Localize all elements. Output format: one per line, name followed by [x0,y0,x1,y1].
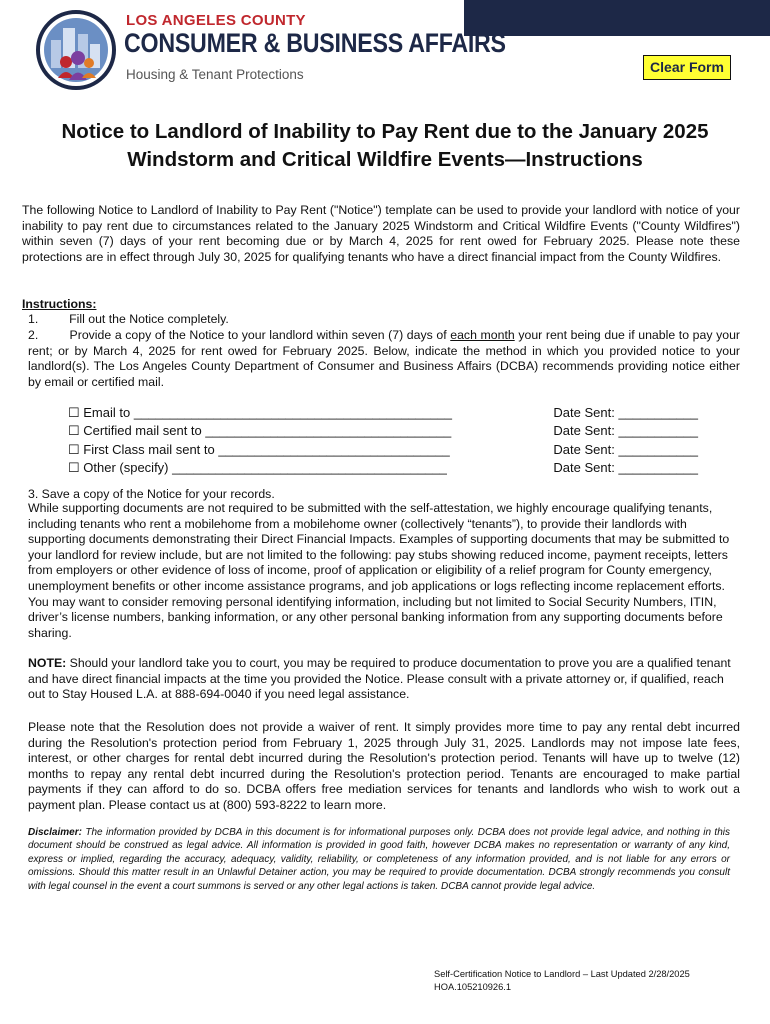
step-text: Fill out the Notice completely. [69,312,229,326]
page-title: Notice to Landlord of Inability to Pay Rent due to the January 2025 Windstorm and Critical Wildfire Events—Instructions [61,120,709,171]
footer-document-id: HOA.105210926.1 [434,981,512,992]
method-row-email[interactable] [68,404,698,422]
notice-method-list [68,404,698,478]
instruction-step-1 [28,312,229,328]
resolution-paragraph: Please note that the Resolution does not provide a waiver of rent. It simply provides more time to pay any rental debt incurred during the Resolution's protection period from February 1, 2025 through July 31, 2025. Landlords may not impose late fees, interest, or other charges for rental debt incurred during the Resolution's protection period. Tenants will have up to twelve (12) months to repay any rental debt incurred during the Resolution's protection period. Tenants are encouraged to make partial payments if they can afford to do so. DCBA offers free mediation services for tenants and landlords who wish to work out a payment plan. Please contact us at (800) 593-8222 to learn more. [28,720,740,812]
disclaimer-paragraph [28,826,730,893]
instruction-step-3: 3. Save a copy of the Notice for your records. [28,487,275,501]
clear-form-button[interactable]: Clear Form [643,55,731,80]
method-email-label[interactable]: ☐ Email to ____________________________________________ [68,405,452,420]
step-number: 2. [28,328,39,342]
method-row-other[interactable] [68,459,698,477]
step-text-a: Provide a copy of the Notice to your landlord within seven (7) days of [69,328,451,342]
note-text: Should your landlord take you to court, you may be required to produce documentation to prove you are a qualified tenant and have direct financial impacts at the time you provided the Notice. Please consult with a private attorney or, if qualified, reach out to Stay Housed L.A. at 888-694-0040 if you need legal assistance. [28,656,731,702]
agency-county-name: LOS ANGELES COUNTY [126,12,306,29]
method-other-label[interactable]: ☐ Other (specify) ______________________________________ [68,460,447,476]
method-row-certified-mail[interactable] [68,422,698,440]
step-text-b: your rent being due if unable to pay your rent; or by March 4, 2025 for rent owed for February 2025. Below, indicate the method in which you provided notice to your landlord(s). The Los Angeles County Department of Consumer and Business Affairs (DCBA) recommends providing notice either by email or certified mail. [28,328,741,389]
method-certified-date[interactable]: Date Sent: ___________ [553,423,698,439]
method-other-date[interactable]: Date Sent: ___________ [553,460,698,476]
step-number: 1. [28,312,39,326]
disclaimer-label: Disclaimer: [28,827,82,838]
method-first-class-label[interactable]: ☐ First Class mail sent to ________________________________ [68,441,450,457]
agency-division-name: Housing & Tenant Protections [126,67,304,82]
instruction-step-2 [28,328,740,390]
footer [434,968,690,993]
disclaimer-text: The information provided by DCBA in this document is for informational purposes only. DCBA does not provide legal advice, and nothing in this document should be construed as legal advice. All information is provided in good faith, however DCBA makes no representation or warranty of any kind, express or implied, regarding the accuracy, adequacy, validity, reliability, or completeness of any information provided, and is not liable for any errors or omissions. Should this matter result in an Unlawful Detainer action, you may be required to provide documentation. DCBA strongly recommends you consult with legal counsel in the event a court summons is served or any other legal actions is taken. DCBA cannot provide legal advice. [28,827,730,892]
method-row-first-class-mail[interactable] [68,441,698,459]
instructions-heading: Instructions: [22,297,97,311]
method-email-date[interactable]: Date Sent: ___________ [553,405,698,420]
step-text-underlined: each month [450,328,515,342]
method-first-class-date[interactable]: Date Sent: ___________ [553,441,698,457]
county-seal-logo-icon [36,10,116,90]
note-paragraph [28,656,740,703]
method-certified-label[interactable]: ☐ Certified mail sent to __________________________________ [68,423,452,439]
intro-paragraph: The following Notice to Landlord of Inability to Pay Rent ("Notice") template can be used to provide your landlord with notice of your inability to pay rent due to circumstances related to the January 2025 Windstorm and Critical Wildfire Events ("County Wildfires") within seven (7) days of your rent becoming due or by March 4, 2025 for rent owed for February 2025. Please note these protections are in effect through July 30, 2025 for qualifying tenants who have a direct financial impact from the County Wildfires. [22,203,740,264]
supporting-documents-paragraph: While supporting documents are not required to be submitted with the self-attestation, we highly encourage qualifying tenants, including tenants who rent a mobilehome from a mobilehome owner (collectively “tenants”), to provide their landlords with supporting documents demonstrating their Direct Financial Impacts. Examples of supporting documents that may be submitted to your landlord for review include, but are not limited to the following: pay stubs showing reduced income, payment receipts, letters from employers or other evidence of loss of income, proof of application or eligibility of a relief program for County emergency, unemployment benefits or other income assistance programs, and job applications or logs reflecting income replacement efforts. You may want to consider removing personal identifying information, including but not limited to Social Security Numbers, ITIN, driver’s license numbers, banking information, or any other personal banking information from any supporting documents before sharing. [28,501,730,640]
agency-department-name: CONSUMER & BUSINESS AFFAIRS [124,28,506,58]
header-band [464,0,770,36]
footer-last-updated: Self-Certification Notice to Landlord – Last Updated 2/28/2025 [434,969,690,979]
note-label: NOTE: [28,656,67,670]
